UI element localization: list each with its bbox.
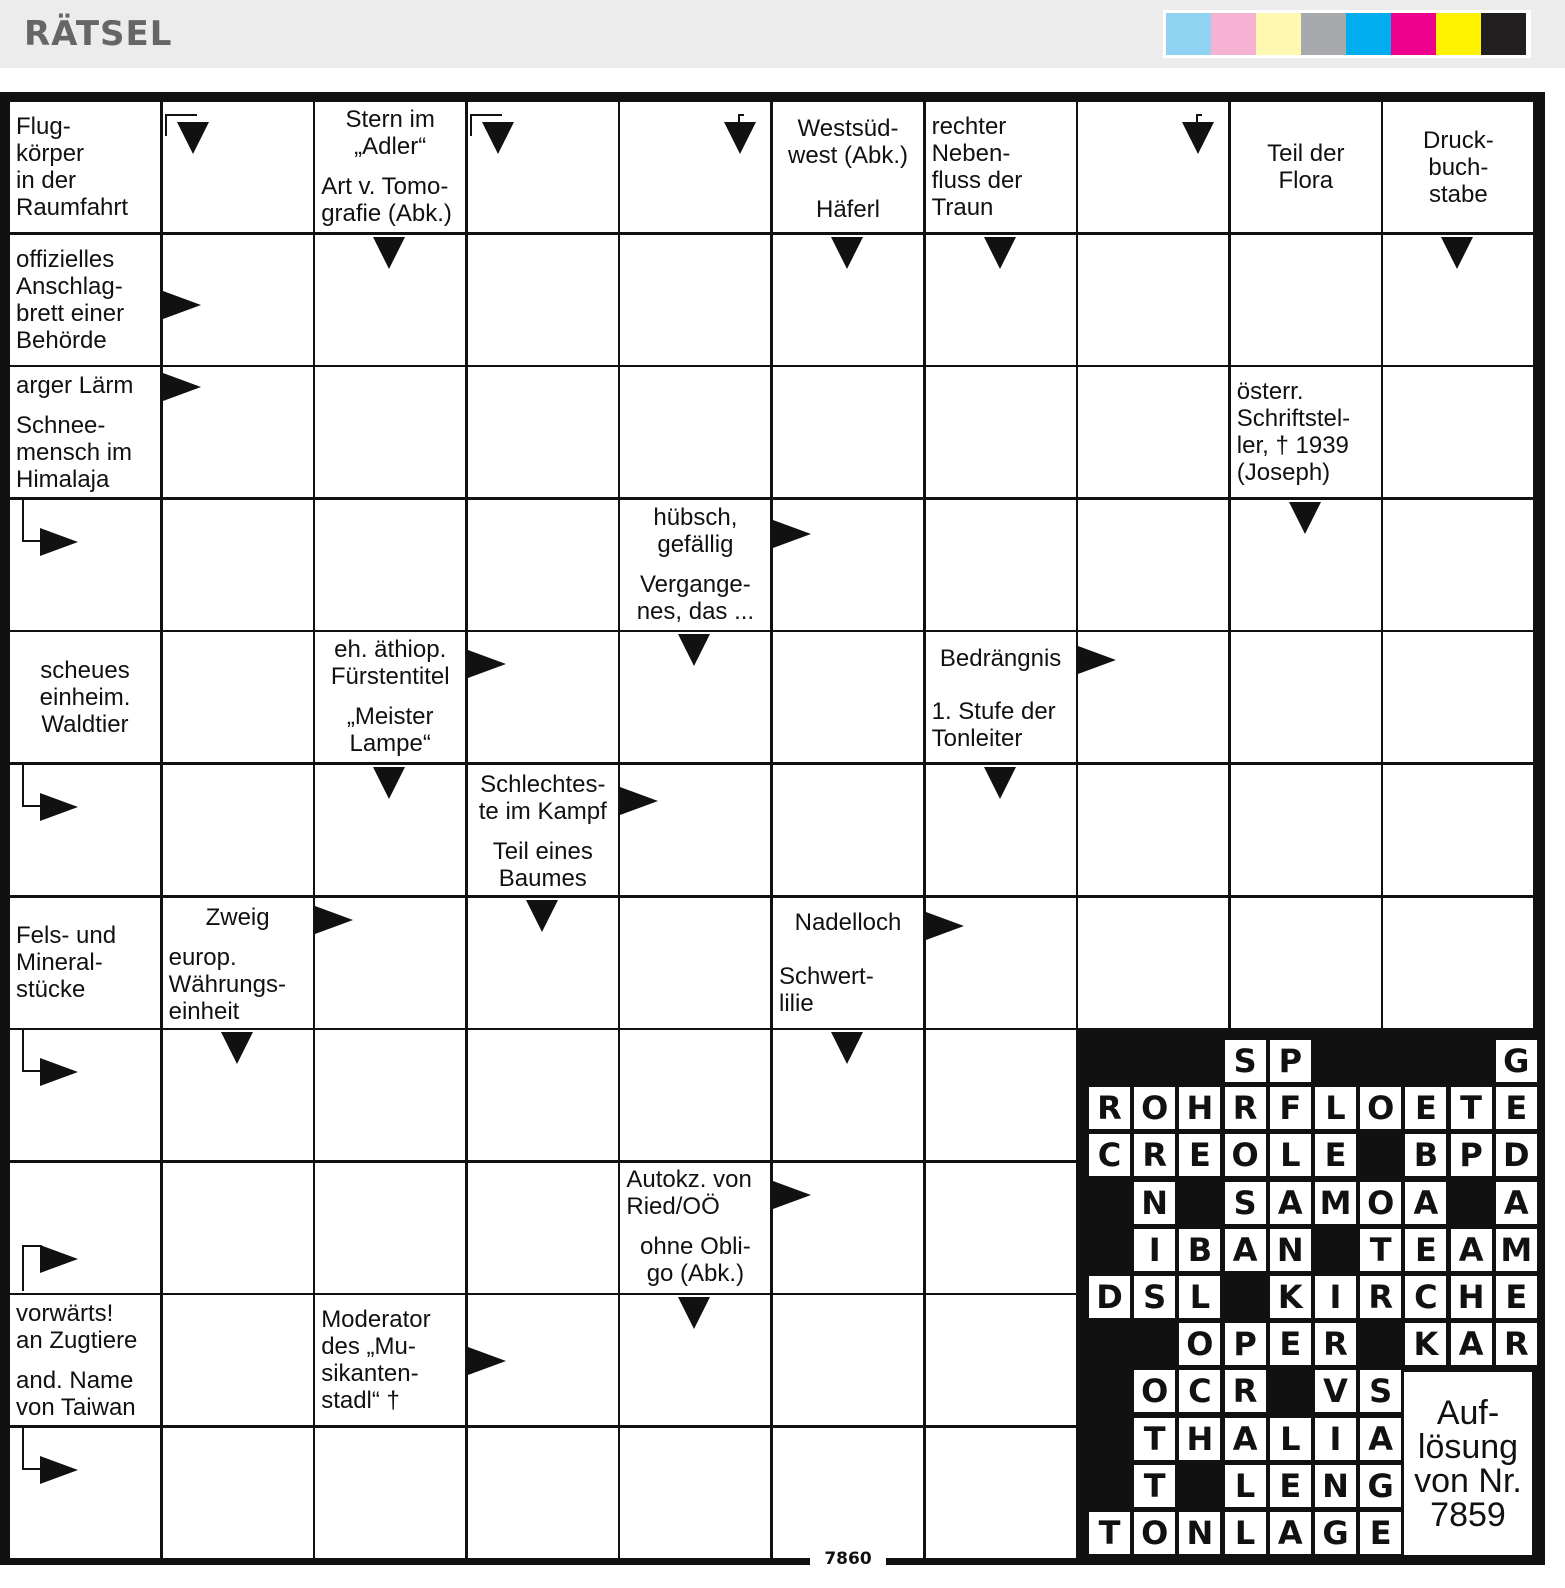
solution-letter: I: [1134, 1229, 1175, 1271]
grid-cell[interactable]: [1078, 500, 1228, 630]
solution-letter: O: [1360, 1087, 1401, 1129]
arrow-hook-line: [165, 114, 197, 136]
clue-c20b: Schnee- mensch im Himalaja: [10, 407, 160, 497]
solution-letter: E: [1270, 1465, 1311, 1507]
arrow-down-icon: [373, 237, 405, 269]
grid-cell[interactable]: [163, 765, 313, 895]
swatch-magenta: [1391, 13, 1436, 55]
clue-c08: Teil der Flora: [1231, 102, 1381, 232]
arrow-right-icon: [468, 650, 506, 678]
clue-c42a: eh. äthiop. Fürstentitel: [315, 632, 465, 694]
solution-letter: O: [1360, 1182, 1401, 1224]
arrow-right-icon: [1078, 646, 1116, 674]
solution-letter: G: [1360, 1465, 1401, 1507]
arrow-hook-line: [738, 114, 744, 136]
clue-c20a: arger Lärm: [10, 367, 160, 403]
solution-letter: N: [1134, 1182, 1175, 1224]
solution-letter: V: [1315, 1370, 1356, 1412]
arrow-down-icon: [831, 1032, 863, 1064]
arrow-right-icon: [40, 528, 78, 556]
arrow-hook-line: [22, 1428, 42, 1470]
clue-c02b: Art v. Tomo- grafie (Abk.): [315, 168, 465, 232]
solution-letter: S: [1360, 1370, 1401, 1412]
clue-c05b: Häferl: [773, 186, 923, 232]
grid-cell[interactable]: [773, 1428, 923, 1558]
solution-letter: P: [1225, 1323, 1266, 1365]
clue-c42b: „Meister Lampe“: [315, 698, 465, 762]
grid-cell[interactable]: [315, 500, 465, 630]
solution-letter: R: [1360, 1276, 1401, 1318]
grid-cell[interactable]: [620, 367, 770, 497]
solution-letter: E: [1405, 1229, 1446, 1271]
solution-letter: C: [1179, 1370, 1220, 1412]
solution-letter: O: [1225, 1134, 1266, 1176]
clue-c65a: Nadelloch: [773, 898, 923, 948]
solution-letter: B: [1405, 1134, 1446, 1176]
puzzle-number: 7860: [810, 1547, 886, 1569]
solution-letter: E: [1496, 1276, 1537, 1318]
grid-cell[interactable]: [1383, 632, 1533, 762]
arrow-right-icon: [468, 1347, 506, 1375]
solution-letter: A: [1451, 1323, 1492, 1365]
grid-cell[interactable]: [1383, 367, 1533, 497]
grid-cell[interactable]: [1078, 235, 1228, 365]
grid-cell[interactable]: [926, 367, 1076, 497]
grid-cell[interactable]: [926, 1030, 1076, 1160]
arrow-right-icon: [163, 373, 201, 401]
solution-letter: P: [1270, 1040, 1311, 1082]
clue-c46a: Bedrängnis: [926, 632, 1076, 684]
solution-letter: O: [1134, 1512, 1175, 1554]
clue-c06: rechter Neben- fluss der Traun: [926, 102, 1076, 232]
solution-letter: L: [1225, 1465, 1266, 1507]
solution-letter: E: [1360, 1512, 1401, 1554]
grid-cell[interactable]: [315, 1030, 465, 1160]
arrow-right-icon: [40, 1456, 78, 1484]
grid-cell[interactable]: [163, 1295, 313, 1425]
solution-letter: M: [1496, 1229, 1537, 1271]
grid-cell[interactable]: [163, 1428, 313, 1558]
grid-cell[interactable]: [468, 367, 618, 497]
clue-c10: offizielles Anschlag- brett einer Behörde: [10, 235, 160, 365]
arrow-right-icon: [773, 520, 811, 548]
grid-cell[interactable]: [926, 1428, 1076, 1558]
grid-cell[interactable]: [926, 1295, 1076, 1425]
grid-cell[interactable]: [1231, 632, 1381, 762]
grid-cell[interactable]: [1078, 765, 1228, 895]
grid-cell[interactable]: [315, 1163, 465, 1293]
arrow-down-icon: [373, 767, 405, 799]
clue-c92: Moderator des „Mu- sikanten- stadl“ †: [315, 1295, 465, 1425]
solution-letter: R: [1225, 1087, 1266, 1129]
grid-cell[interactable]: [1078, 367, 1228, 497]
solution-note: Auf- lösung von Nr. 7859: [1404, 1372, 1532, 1555]
arrow-down-icon: [678, 634, 710, 666]
solution-letter: A: [1451, 1229, 1492, 1271]
grid-cell[interactable]: [163, 500, 313, 630]
solution-letter: O: [1134, 1370, 1175, 1412]
solution-letter: T: [1089, 1512, 1130, 1554]
clue-c53b: Teil eines Baumes: [468, 835, 618, 895]
arrow-down-icon: [221, 1032, 253, 1064]
solution-letter: K: [1405, 1323, 1446, 1365]
header-bar: [0, 0, 1565, 68]
grid-cell[interactable]: [926, 1163, 1076, 1293]
solution-letter: I: [1315, 1276, 1356, 1318]
clue-c40: scheues einheim. Waldtier: [10, 632, 160, 762]
arrow-right-icon: [40, 793, 78, 821]
grid-cell[interactable]: [926, 500, 1076, 630]
solution-letter: A: [1270, 1182, 1311, 1224]
clue-c65b: Schwert- lilie: [773, 952, 923, 1028]
grid-cell[interactable]: [468, 1428, 618, 1558]
solution-letter: T: [1451, 1087, 1492, 1129]
solution-letter: R: [1134, 1134, 1175, 1176]
grid-cell[interactable]: [1383, 898, 1533, 1028]
clue-c84b: ohne Obli- go (Abk.): [620, 1227, 770, 1293]
grid-cell[interactable]: [773, 632, 923, 762]
solution-letter: E: [1179, 1134, 1220, 1176]
solution-letter: A: [1225, 1229, 1266, 1271]
solution-letter: L: [1315, 1087, 1356, 1129]
arrow-right-icon: [40, 1058, 78, 1086]
swatch-pink: [1211, 13, 1256, 55]
arrow-down-icon: [831, 237, 863, 269]
swatch-yellow: [1436, 13, 1481, 55]
clue-c34b: Vergange- nes, das ...: [620, 566, 770, 630]
grid-cell[interactable]: [468, 235, 618, 365]
clue-c28: österr. Schriftstel- ler, † 1939 (Joseph): [1231, 367, 1381, 497]
arrow-right-icon: [40, 1245, 78, 1273]
swatch-black: [1481, 13, 1526, 55]
grid-cell[interactable]: [1383, 765, 1533, 895]
solution-letter: D: [1089, 1276, 1130, 1318]
grid-cell[interactable]: [468, 500, 618, 630]
solution-letter: R: [1315, 1323, 1356, 1365]
arrow-right-icon: [315, 906, 353, 934]
arrow-hook-line: [470, 114, 502, 136]
solution-letter: O: [1134, 1087, 1175, 1129]
clue-c84a: Autokz. von Ried/OÖ: [620, 1163, 770, 1223]
solution-letter: R: [1225, 1370, 1266, 1412]
solution-letter: A: [1360, 1418, 1401, 1460]
solution-letter: A: [1496, 1182, 1537, 1224]
solution-letter: H: [1179, 1418, 1220, 1460]
solution-letter: B: [1179, 1229, 1220, 1271]
solution-letter: L: [1225, 1512, 1266, 1554]
grid-cell[interactable]: [1231, 765, 1381, 895]
solution-letter: T: [1134, 1418, 1175, 1460]
grid-cell[interactable]: [620, 1428, 770, 1558]
grid-cell[interactable]: [773, 367, 923, 497]
grid-cell[interactable]: [163, 1163, 313, 1293]
solution-letter: L: [1270, 1134, 1311, 1176]
grid-cell[interactable]: [1383, 500, 1533, 630]
solution-letter: A: [1225, 1418, 1266, 1460]
clue-c53a: Schlechtes- te im Kampf: [468, 765, 618, 831]
swatch-gray: [1301, 13, 1346, 55]
clue-c61a: Zweig: [163, 898, 313, 938]
arrow-down-icon: [984, 237, 1016, 269]
arrow-down-icon: [678, 1297, 710, 1329]
grid-cell[interactable]: [620, 235, 770, 365]
arrow-right-icon: [620, 787, 658, 815]
arrow-right-icon: [773, 1181, 811, 1209]
clue-c60: Fels- und Mineral- stücke: [10, 898, 160, 1028]
color-calibration-bar: [1163, 10, 1531, 58]
solution-letter: N: [1270, 1229, 1311, 1271]
clue-c46b: 1. Stufe der Tonleiter: [926, 688, 1076, 762]
grid-cell[interactable]: [620, 765, 770, 895]
grid-cell[interactable]: [620, 1030, 770, 1160]
solution-letter: R: [1496, 1323, 1537, 1365]
arrow-hook-line: [22, 500, 42, 542]
solution-letter: M: [1315, 1182, 1356, 1224]
arrow-down-icon: [526, 900, 558, 932]
solution-letter: I: [1315, 1418, 1356, 1460]
solution-letter: K: [1270, 1276, 1311, 1318]
solution-letter: H: [1179, 1087, 1220, 1129]
solution-letter: G: [1496, 1040, 1537, 1082]
solution-letter: A: [1405, 1182, 1446, 1224]
swatch-cyan: [1346, 13, 1391, 55]
solution-letter: S: [1225, 1040, 1266, 1082]
solution-letter: T: [1134, 1465, 1175, 1507]
arrow-down-icon: [1289, 502, 1321, 534]
clue-c90b: and. Name von Taiwan: [10, 1363, 160, 1425]
grid-cell[interactable]: [1231, 235, 1381, 365]
clue-c61b: europ. Währungs- einheit: [163, 942, 313, 1028]
grid-cell[interactable]: [468, 1163, 618, 1293]
arrow-hook-line: [22, 765, 42, 807]
clue-c02a: Stern im „Adler“: [315, 102, 465, 164]
grid-cell[interactable]: [315, 1428, 465, 1558]
grid-cell[interactable]: [773, 1295, 923, 1425]
solution-letter: A: [1270, 1512, 1311, 1554]
clue-c34a: hübsch, gefällig: [620, 500, 770, 562]
solution-letter: E: [1496, 1087, 1537, 1129]
grid-cell[interactable]: [315, 367, 465, 497]
solution-letter: H: [1451, 1276, 1492, 1318]
solution-letter: E: [1405, 1087, 1446, 1129]
swatch-light-blue: [1166, 13, 1211, 55]
solution-letter: S: [1225, 1182, 1266, 1224]
clue-c09: Druck- buch- stabe: [1383, 102, 1533, 232]
arrow-right-icon: [163, 291, 201, 319]
solution-letter: E: [1270, 1323, 1311, 1365]
arrow-hook-line: [22, 1030, 42, 1072]
grid-cell[interactable]: [620, 898, 770, 1028]
grid-cell[interactable]: [468, 1030, 618, 1160]
grid-cell[interactable]: [1078, 898, 1228, 1028]
grid-cell[interactable]: [163, 632, 313, 762]
solution-letter: N: [1315, 1465, 1356, 1507]
arrow-down-icon: [1441, 237, 1473, 269]
clue-c90a: vorwärts! an Zugtiere: [10, 1295, 160, 1359]
page-title: RÄTSEL: [24, 14, 173, 54]
solution-letter: G: [1315, 1512, 1356, 1554]
solution-letter: N: [1179, 1512, 1220, 1554]
solution-letter: L: [1270, 1418, 1311, 1460]
solution-letter: R: [1089, 1087, 1130, 1129]
grid-cell[interactable]: [773, 765, 923, 895]
arrow-hook-line: [22, 1245, 42, 1291]
grid-cell[interactable]: [1231, 898, 1381, 1028]
solution-letter: L: [1179, 1276, 1220, 1318]
clue-c05a: Westsüd- west (Abk.): [773, 102, 923, 182]
arrow-hook-line: [1196, 114, 1202, 136]
solution-letter: F: [1270, 1087, 1311, 1129]
clue-c00: Flug- körper in der Raumfahrt: [10, 102, 160, 232]
arrow-down-icon: [984, 767, 1016, 799]
solution-letter: P: [1451, 1134, 1492, 1176]
solution-letter: T: [1360, 1229, 1401, 1271]
solution-letter: C: [1405, 1276, 1446, 1318]
solution-letter: O: [1179, 1323, 1220, 1365]
solution-letter: D: [1496, 1134, 1537, 1176]
solution-letter: E: [1315, 1134, 1356, 1176]
swatch-light-yellow: [1256, 13, 1301, 55]
solution-letter: C: [1089, 1134, 1130, 1176]
arrow-right-icon: [926, 912, 964, 940]
solution-letter: S: [1134, 1276, 1175, 1318]
